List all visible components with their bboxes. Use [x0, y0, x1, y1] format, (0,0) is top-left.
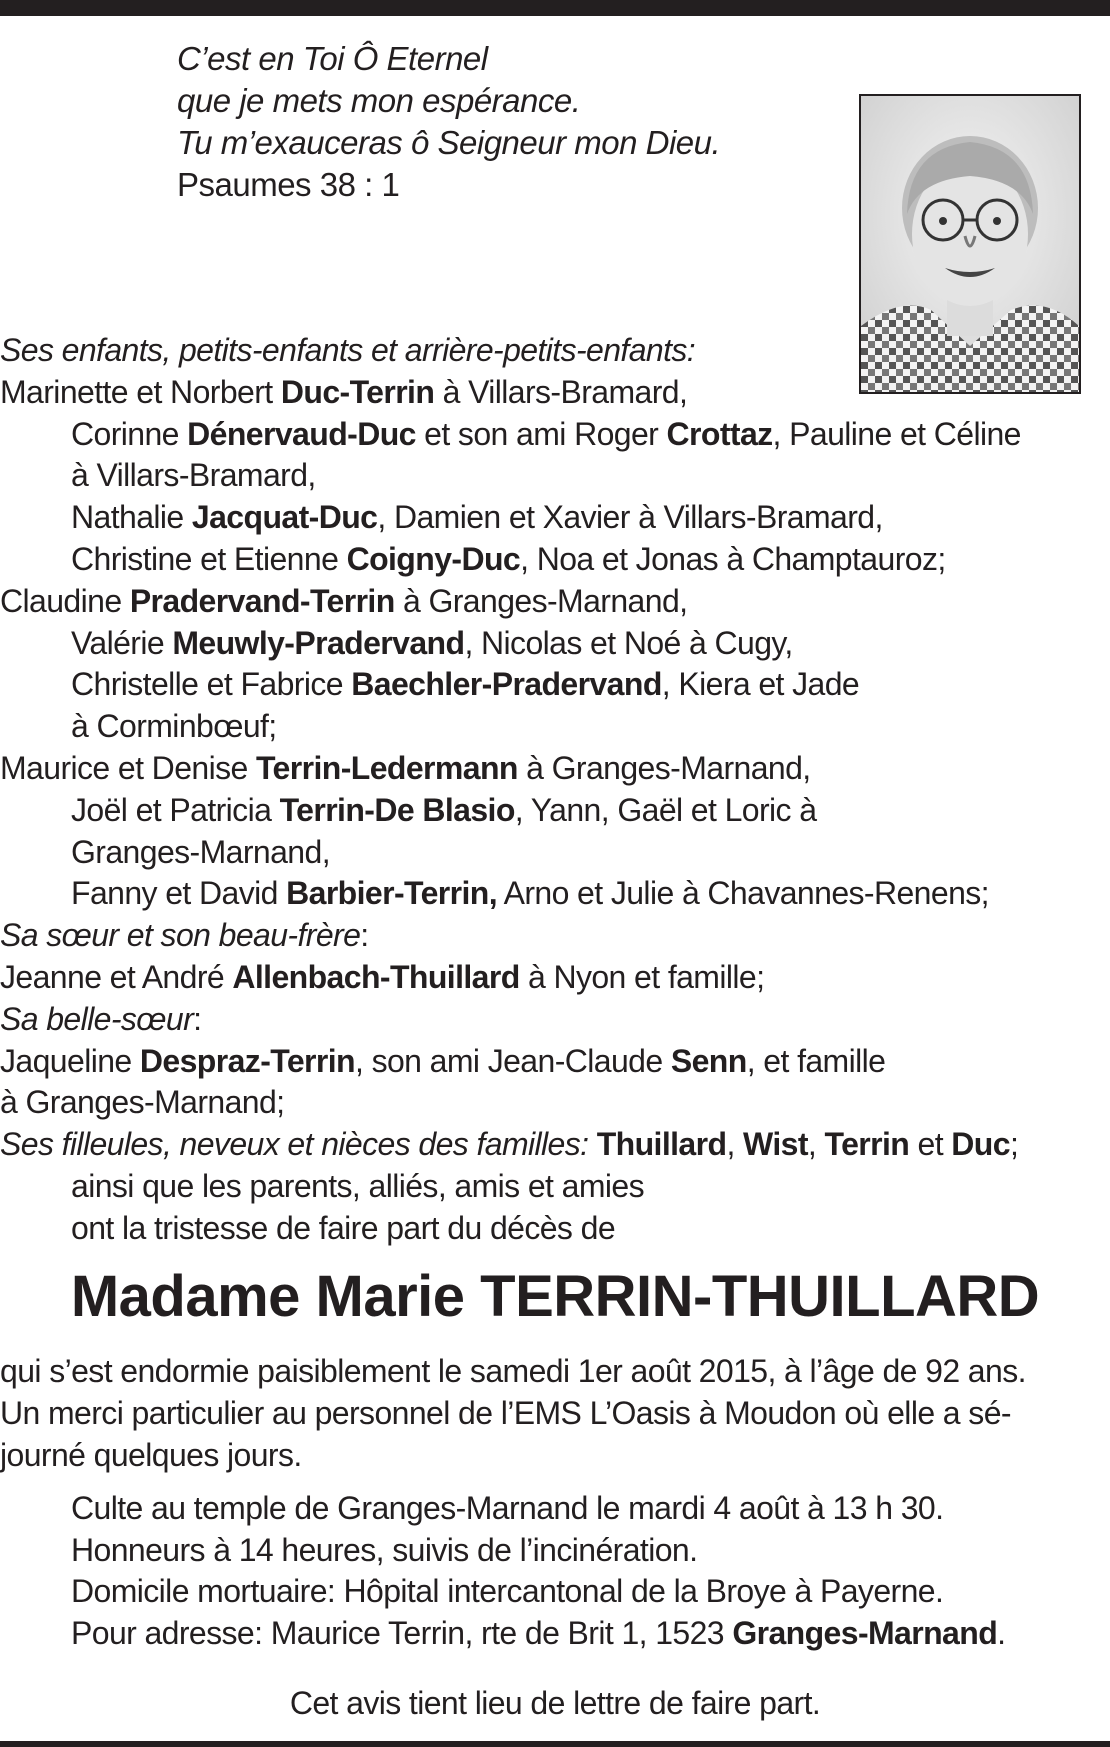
family-line: Fanny et David Barbier-Terrin, Arno et Julie à Chavannes-Renens; [71, 875, 989, 912]
service-details [71, 1488, 1005, 1654]
family-line: Marinette et Norbert Duc-Terrin à Villars-Bramard, [0, 373, 688, 410]
family-line: Christelle et Fabrice Baechler-Pradervand, Kiera et Jade [71, 666, 860, 703]
bible-verse [177, 38, 720, 206]
family-line: Valérie Meuwly-Pradervand, Nicolas et Noé à Cugy, [71, 624, 793, 661]
family-line: Granges-Marnand, [71, 833, 330, 870]
service-line: Honneurs à 14 heures, suivis de l’incinération. [71, 1531, 698, 1568]
top-rule [0, 0, 1110, 16]
family-line: Maurice et Denise Terrin-Ledermann à Granges-Marnand, [0, 749, 811, 786]
verse-reference: Psaumes 38 : 1 [177, 166, 400, 203]
family-line: à Villars-Bramard, [71, 457, 316, 494]
closing-line: journé quelques jours. [0, 1437, 302, 1473]
family-line: Corinne Dénervaud-Duc et son ami Roger Crottaz, Pauline et Céline [71, 415, 1021, 452]
family-line: Claudine Pradervand-Terrin à Granges-Marnand, [0, 582, 688, 619]
family-line: ainsi que les parents, alliés, amis et amies [71, 1167, 644, 1204]
service-line: Domicile mortuaire: Hôpital intercantonal de la Broye à Payerne. [71, 1573, 944, 1609]
godchildren-line: Ses filleules, neveux et nièces des familles: Thuillard, Wist, Terrin et Duc; [0, 1126, 1019, 1163]
family-line: Jeanne et André Allenbach-Thuillard à Nyon et famille; [0, 958, 765, 995]
bottom-rule [0, 1741, 1110, 1747]
closing-text [0, 1350, 1100, 1476]
family-line: Jaqueline Despraz-Terrin, son ami Jean-Claude Senn, et famille [0, 1042, 886, 1079]
footer-note: Cet avis tient lieu de lettre de faire part. [289, 1685, 821, 1721]
closing-line: qui s’est endormie paisiblement le samedi 1er août 2015, à l’âge de 92 ans. [0, 1353, 1026, 1389]
sister-in-law-heading: Sa belle-sœur: [0, 1000, 202, 1037]
verse-line: Tu m’exauceras ô Seigneur mon Dieu. [177, 124, 721, 161]
family-line: Nathalie Jacquat-Duc, Damien et Xavier à Villars-Bramard, [71, 499, 883, 536]
verse-line: que je mets mon espérance. [177, 82, 581, 119]
address-line: Pour adresse: Maurice Terrin, rte de Brit 1, 1523 Granges-Marnand. [71, 1614, 1006, 1651]
family-line: à Granges-Marnand; [0, 1084, 285, 1121]
deceased-name: Madame Marie TERRIN-THUILLARD [70, 1264, 1040, 1329]
closing-line: Un merci particulier au personnel de l’EMS L’Oasis à Moudon où elle a sé- [0, 1395, 1011, 1431]
family-line: ont la tristesse de faire part du décès de [71, 1209, 616, 1246]
family-line: Joël et Patricia Terrin-De Blasio, Yann, Gaël et Loric à [71, 791, 817, 828]
sister-heading: Sa sœur et son beau-frère: [0, 917, 369, 954]
family-list [0, 330, 1108, 1250]
children-heading: Ses enfants, petits-enfants et arrière-petits-enfants: [0, 332, 696, 368]
family-line: à Corminbœuf; [71, 708, 277, 745]
service-line: Culte au temple de Granges-Marnand le mardi 4 août à 13 h 30. [71, 1490, 944, 1526]
verse-line: C’est en Toi Ô Eternel [177, 40, 488, 77]
family-line: Christine et Etienne Coigny-Duc, Noa et Jonas à Champtauroz; [71, 540, 946, 577]
